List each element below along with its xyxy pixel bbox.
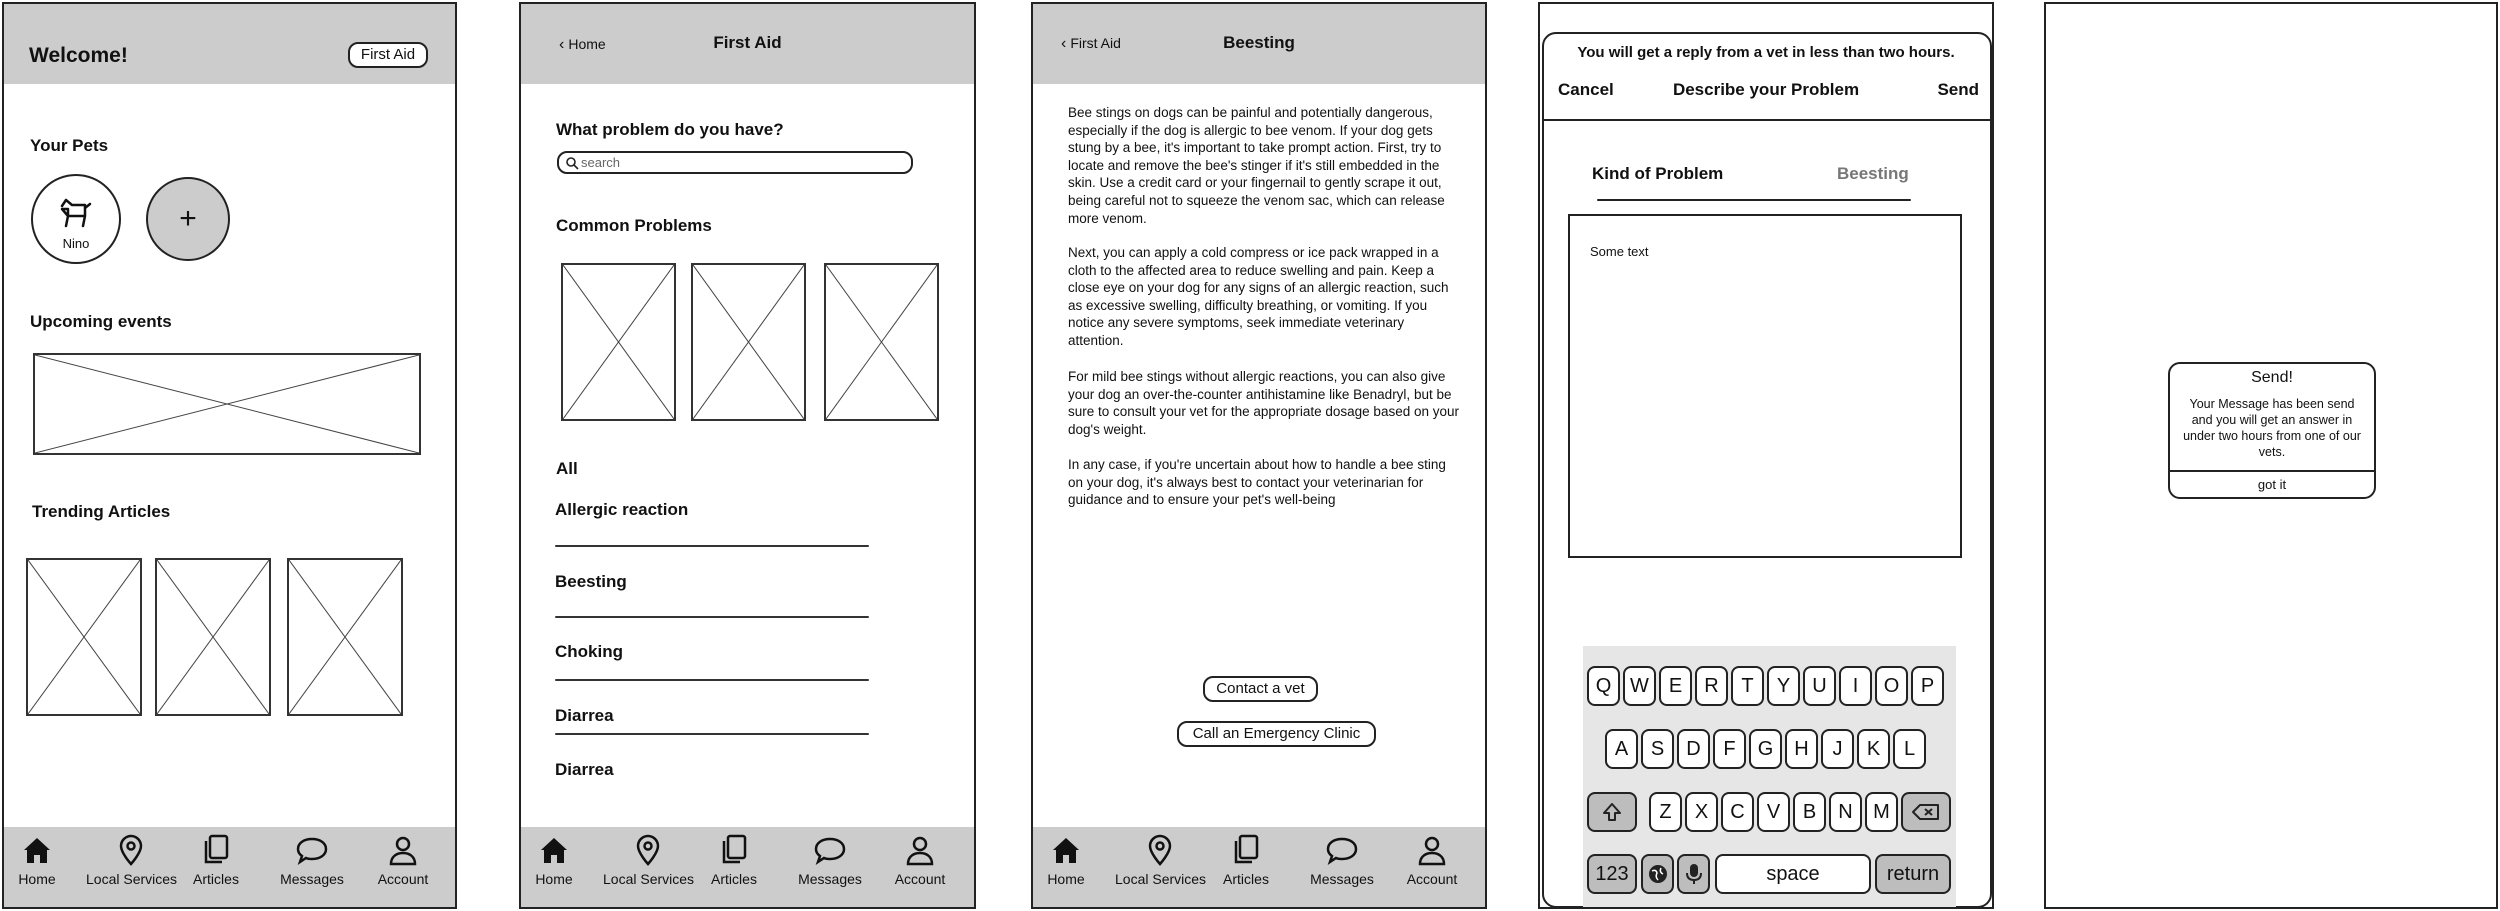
key-v[interactable]: V xyxy=(1757,792,1790,832)
tab-bar xyxy=(521,827,974,907)
common-problem-tile[interactable] xyxy=(824,263,939,421)
common-problem-tile[interactable] xyxy=(561,263,676,421)
shift-key[interactable] xyxy=(1587,792,1637,832)
key-o[interactable]: O xyxy=(1875,666,1908,706)
key-i[interactable]: I xyxy=(1839,666,1872,706)
cancel-button[interactable]: Cancel xyxy=(1558,80,1614,99)
user-icon xyxy=(386,833,420,867)
reply-time-banner: You will get a reply from a vet in less than two hours. xyxy=(1577,44,1955,61)
chevron-left-icon: ‹ xyxy=(1061,35,1067,52)
key-p[interactable]: P xyxy=(1911,666,1944,706)
textarea-text: Some text xyxy=(1590,244,1649,259)
tab-label: Messages xyxy=(798,871,862,887)
globe-icon xyxy=(1647,863,1669,885)
article-paragraph: In any case, if you're uncertain about how to handle a bee sting on your dog, it's always best to contact your veterinarian for guidance and to ensure your pet's well-being xyxy=(1068,457,1446,508)
dog-icon xyxy=(56,196,96,232)
tab-local-services[interactable] xyxy=(86,833,176,887)
tab-messages[interactable] xyxy=(1297,833,1387,887)
your-pets-heading: Your Pets xyxy=(30,136,109,155)
back-label: Home xyxy=(568,36,606,52)
plus-icon: + xyxy=(179,202,197,235)
key-x[interactable]: X xyxy=(1685,792,1718,832)
kind-of-problem-value[interactable]: Beesting xyxy=(1837,164,1909,183)
beesting-article-screen xyxy=(1031,2,1487,909)
tab-label: Home xyxy=(1047,871,1085,887)
key-c[interactable]: C xyxy=(1721,792,1754,832)
key-y[interactable]: Y xyxy=(1767,666,1800,706)
search-icon xyxy=(565,156,579,170)
list-divider xyxy=(555,616,869,618)
message-sent-screen xyxy=(2044,2,2498,909)
documents-icon xyxy=(717,833,751,867)
key-g[interactable]: G xyxy=(1749,729,1782,769)
list-item[interactable]: Allergic reaction xyxy=(555,500,689,519)
list-item[interactable]: Beesting xyxy=(555,572,627,591)
documents-icon xyxy=(199,833,233,867)
key-n[interactable]: N xyxy=(1829,792,1862,832)
key-r[interactable]: R xyxy=(1695,666,1728,706)
page-title: Describe your Problem xyxy=(1672,80,1860,99)
tab-home[interactable] xyxy=(2,833,82,887)
key-h[interactable]: H xyxy=(1785,729,1818,769)
contact-vet-button[interactable]: Contact a vet xyxy=(1203,676,1318,702)
call-emergency-clinic-button[interactable]: Call an Emergency Clinic xyxy=(1177,721,1376,747)
home-icon xyxy=(537,833,571,867)
documents-icon xyxy=(1229,833,1263,867)
return-key[interactable]: return xyxy=(1875,854,1951,894)
tab-label: Messages xyxy=(280,871,344,887)
tab-account[interactable] xyxy=(1387,833,1477,887)
chevron-left-icon: ‹ xyxy=(559,36,565,53)
key-j[interactable]: J xyxy=(1821,729,1854,769)
tab-messages[interactable] xyxy=(785,833,875,887)
problem-textarea[interactable] xyxy=(1568,214,1962,558)
home-icon xyxy=(20,833,54,867)
first-aid-button[interactable]: First Aid xyxy=(348,42,428,68)
key-s[interactable]: S xyxy=(1641,729,1674,769)
numbers-key[interactable]: 123 xyxy=(1587,854,1637,894)
describe-problem-screen xyxy=(1538,2,1994,909)
back-label: First Aid xyxy=(1070,35,1121,51)
list-item[interactable]: Diarrea xyxy=(555,760,614,779)
key-u[interactable]: U xyxy=(1803,666,1836,706)
tab-articles[interactable] xyxy=(689,833,779,887)
tab-local-services[interactable] xyxy=(603,833,693,887)
page-title: Welcome! xyxy=(29,44,128,67)
user-icon xyxy=(903,833,937,867)
common-problems-heading: Common Problems xyxy=(556,216,712,235)
search-placeholder: search xyxy=(581,155,621,170)
microphone-key[interactable] xyxy=(1677,854,1710,894)
tab-bar xyxy=(4,827,455,907)
microphone-icon xyxy=(1683,862,1705,886)
upcoming-events-heading: Upcoming events xyxy=(30,312,172,331)
first-aid-screen xyxy=(519,2,976,909)
pet-avatar-nino[interactable] xyxy=(31,174,121,264)
tab-label: Articles xyxy=(193,871,239,887)
key-w[interactable]: W xyxy=(1623,666,1656,706)
page-title: Beesting xyxy=(1223,33,1295,52)
list-item[interactable]: Diarrea xyxy=(555,706,614,725)
tab-local-services[interactable] xyxy=(1115,833,1205,887)
shift-arrow-icon xyxy=(1601,801,1623,823)
kind-of-problem-label: Kind of Problem xyxy=(1592,164,1724,183)
map-pin-icon xyxy=(114,833,148,867)
list-divider xyxy=(555,679,869,681)
add-pet-button[interactable] xyxy=(146,177,230,261)
dialog-title: Send! xyxy=(2251,369,2293,386)
article-thumbnail[interactable] xyxy=(287,558,403,716)
tab-label: Local Services xyxy=(1115,871,1207,887)
question-heading: What problem do you have? xyxy=(556,120,784,139)
article-paragraph: Bee stings on dogs can be painful and potentially dangerous, especially if the dog is allergic to bee venom. If your dog gets stung by a bee, it's important to take prompt action. First, try to locate and remove the bee's stinger if it's still embedded in the skin. Use a credit card or your fingernail to gently scrape it out, being careful not to squeeze the venom sac, which can release more venom. xyxy=(1068,105,1445,226)
tab-messages[interactable] xyxy=(267,833,357,887)
page-title: First Aid xyxy=(713,33,782,52)
all-problems-heading: All xyxy=(556,459,578,478)
welcome-screen xyxy=(2,2,457,909)
key-a[interactable]: A xyxy=(1605,729,1638,769)
chat-bubble-icon xyxy=(813,833,847,867)
list-item[interactable]: Choking xyxy=(555,642,623,661)
tab-home[interactable] xyxy=(1031,833,1111,887)
tab-label: Articles xyxy=(1223,871,1269,887)
send-button[interactable]: Send xyxy=(1937,80,1979,99)
home-icon xyxy=(1049,833,1083,867)
key-q[interactable]: Q xyxy=(1587,666,1620,706)
tab-label: Home xyxy=(535,871,573,887)
globe-key[interactable] xyxy=(1641,854,1674,894)
user-icon xyxy=(1415,833,1449,867)
backspace-key[interactable] xyxy=(1901,792,1951,832)
common-problem-tile[interactable] xyxy=(691,263,806,421)
got-it-button[interactable]: got it xyxy=(2257,477,2287,492)
kind-underline xyxy=(1597,199,1911,201)
confirmation-dialog xyxy=(2168,362,2376,499)
tab-articles[interactable] xyxy=(1201,833,1291,887)
key-f[interactable]: F xyxy=(1713,729,1746,769)
list-divider xyxy=(555,733,869,735)
keyboard xyxy=(1583,646,1956,908)
tab-label: Account xyxy=(1406,871,1458,887)
key-k[interactable]: K xyxy=(1857,729,1890,769)
chat-bubble-icon xyxy=(295,833,329,867)
article-paragraph: Next, you can apply a cold compress or ice pack wrapped in a cloth to the affected area to reduce swelling and pain. Keep a close eye on your dog for any signs of an allergic reaction, such as excessive swelling, difficulty breathing, or vomiting. If you notice any severe symptoms, seek immediate veterinary attention. xyxy=(1068,245,1449,348)
article-thumbnail[interactable] xyxy=(155,558,271,716)
tab-bar xyxy=(1033,827,1485,907)
tab-label: Account xyxy=(377,871,429,887)
upcoming-event-placeholder[interactable] xyxy=(33,353,421,455)
tab-account[interactable] xyxy=(358,833,448,887)
header-divider xyxy=(1542,119,1992,121)
trending-articles-heading: Trending Articles xyxy=(32,502,171,521)
tab-label: Messages xyxy=(1310,871,1374,887)
key-b[interactable]: B xyxy=(1793,792,1826,832)
tab-label: Account xyxy=(894,871,946,887)
map-pin-icon xyxy=(631,833,665,867)
tab-label: Local Services xyxy=(86,871,178,887)
space-key[interactable]: space xyxy=(1715,854,1871,894)
key-m[interactable]: M xyxy=(1865,792,1898,832)
key-l[interactable]: L xyxy=(1893,729,1926,769)
key-z[interactable]: Z xyxy=(1649,792,1682,832)
tab-label: Articles xyxy=(711,871,757,887)
pet-name: Nino xyxy=(62,236,90,251)
map-pin-icon xyxy=(1143,833,1177,867)
key-d[interactable]: D xyxy=(1677,729,1710,769)
search-input[interactable] xyxy=(557,151,913,174)
article-thumbnail[interactable] xyxy=(26,558,142,716)
dialog-divider xyxy=(2170,470,2374,472)
backspace-icon xyxy=(1911,802,1941,822)
tab-account[interactable] xyxy=(875,833,965,887)
tab-articles[interactable] xyxy=(171,833,261,887)
tab-home[interactable] xyxy=(519,833,599,887)
key-e[interactable]: E xyxy=(1659,666,1692,706)
chat-bubble-icon xyxy=(1325,833,1359,867)
dialog-message: Your Message has been send and you will get an answer in under two hours from one of our vets. xyxy=(2183,397,2361,459)
list-divider xyxy=(555,545,869,547)
tab-label: Local Services xyxy=(603,871,695,887)
article-paragraph: For mild bee stings without allergic reactions, you can also give your dog an over-the-counter antihistamine like Benadryl, but be sure to consult your vet for the appropriate dosage based on your dog's weight. xyxy=(1068,369,1459,437)
key-t[interactable]: T xyxy=(1731,666,1764,706)
tab-label: Home xyxy=(18,871,56,887)
